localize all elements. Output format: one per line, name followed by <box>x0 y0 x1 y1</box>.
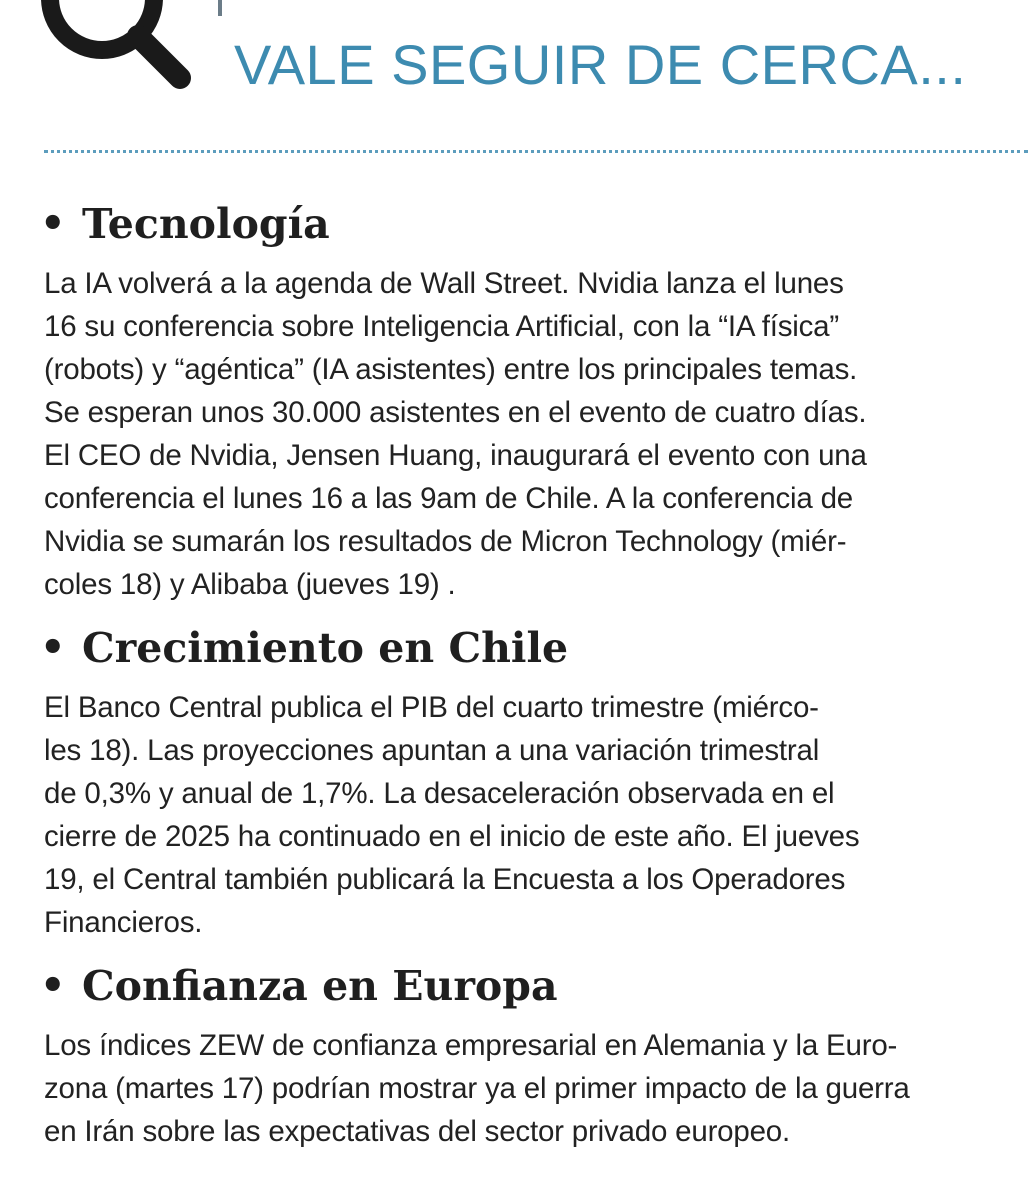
bullet-icon: • <box>40 962 66 1009</box>
section-body <box>44 1024 1015 1153</box>
body-line: 19, el Central también publicará la Encuesta a los Operadores <box>44 863 846 896</box>
body-line: coles 18) y Alibaba (jueves 19) . <box>44 568 456 601</box>
section-confianza-europa <box>40 948 1015 1153</box>
body-line: (robots) y “agéntica” (IA asistentes) entre los principales temas. <box>44 353 858 386</box>
bullet-icon: • <box>40 624 66 671</box>
body-line: zona (martes 17) podrían mostrar ya el primer impacto de la guerra <box>44 1072 910 1105</box>
section-title: Crecimiento en Chile <box>82 624 569 672</box>
body-line: Se esperan unos 30.000 asistentes en el evento de cuatro días. <box>44 396 867 429</box>
section-title: Tecnología <box>82 200 330 248</box>
section-heading <box>40 948 1015 1024</box>
column-rule-mark <box>218 0 222 16</box>
body-line: El Banco Central publica el PIB del cuarto trimestre (miérco- <box>44 691 819 724</box>
section-crecimiento-chile <box>40 610 1015 944</box>
section-body <box>44 686 1015 944</box>
section-tecnologia <box>40 186 1015 606</box>
body-line: Los índices ZEW de confianza empresarial en Alemania y la Euro- <box>44 1029 898 1062</box>
body-line: Financieros. <box>44 906 203 939</box>
body-line: La IA volverá a la agenda de Wall Street. Nvidia lanza el lunes <box>44 267 844 300</box>
article-content <box>40 186 1015 1157</box>
body-line: El CEO de Nvidia, Jensen Huang, inaugurará el evento con una <box>44 439 867 472</box>
body-line: en Irán sobre las expectativas del sector privado europeo. <box>44 1115 791 1148</box>
body-line: conferencia el lunes 16 a las 9am de Chile. A la conferencia de <box>44 482 854 515</box>
search-icon <box>30 0 200 90</box>
section-title: Confianza en Europa <box>82 962 558 1010</box>
dotted-divider <box>44 150 1028 153</box>
section-body <box>44 262 1015 606</box>
header <box>0 0 1028 160</box>
section-heading <box>40 186 1015 262</box>
section-heading <box>40 610 1015 686</box>
body-line: Nvidia se sumarán los resultados de Micron Technology (miér- <box>44 525 847 558</box>
page-title: VALE SEGUIR DE CERCA... <box>234 33 967 96</box>
body-line: les 18). Las proyecciones apuntan a una variación trimestral <box>44 734 820 767</box>
bullet-icon: • <box>40 200 66 247</box>
body-line: de 0,3% y anual de 1,7%. La desaceleración observada en el <box>44 777 835 810</box>
body-line: 16 su conferencia sobre Inteligencia Artificial, con la “IA física” <box>44 310 839 343</box>
body-line: cierre de 2025 ha continuado en el inicio de este año. El jueves <box>44 820 860 853</box>
